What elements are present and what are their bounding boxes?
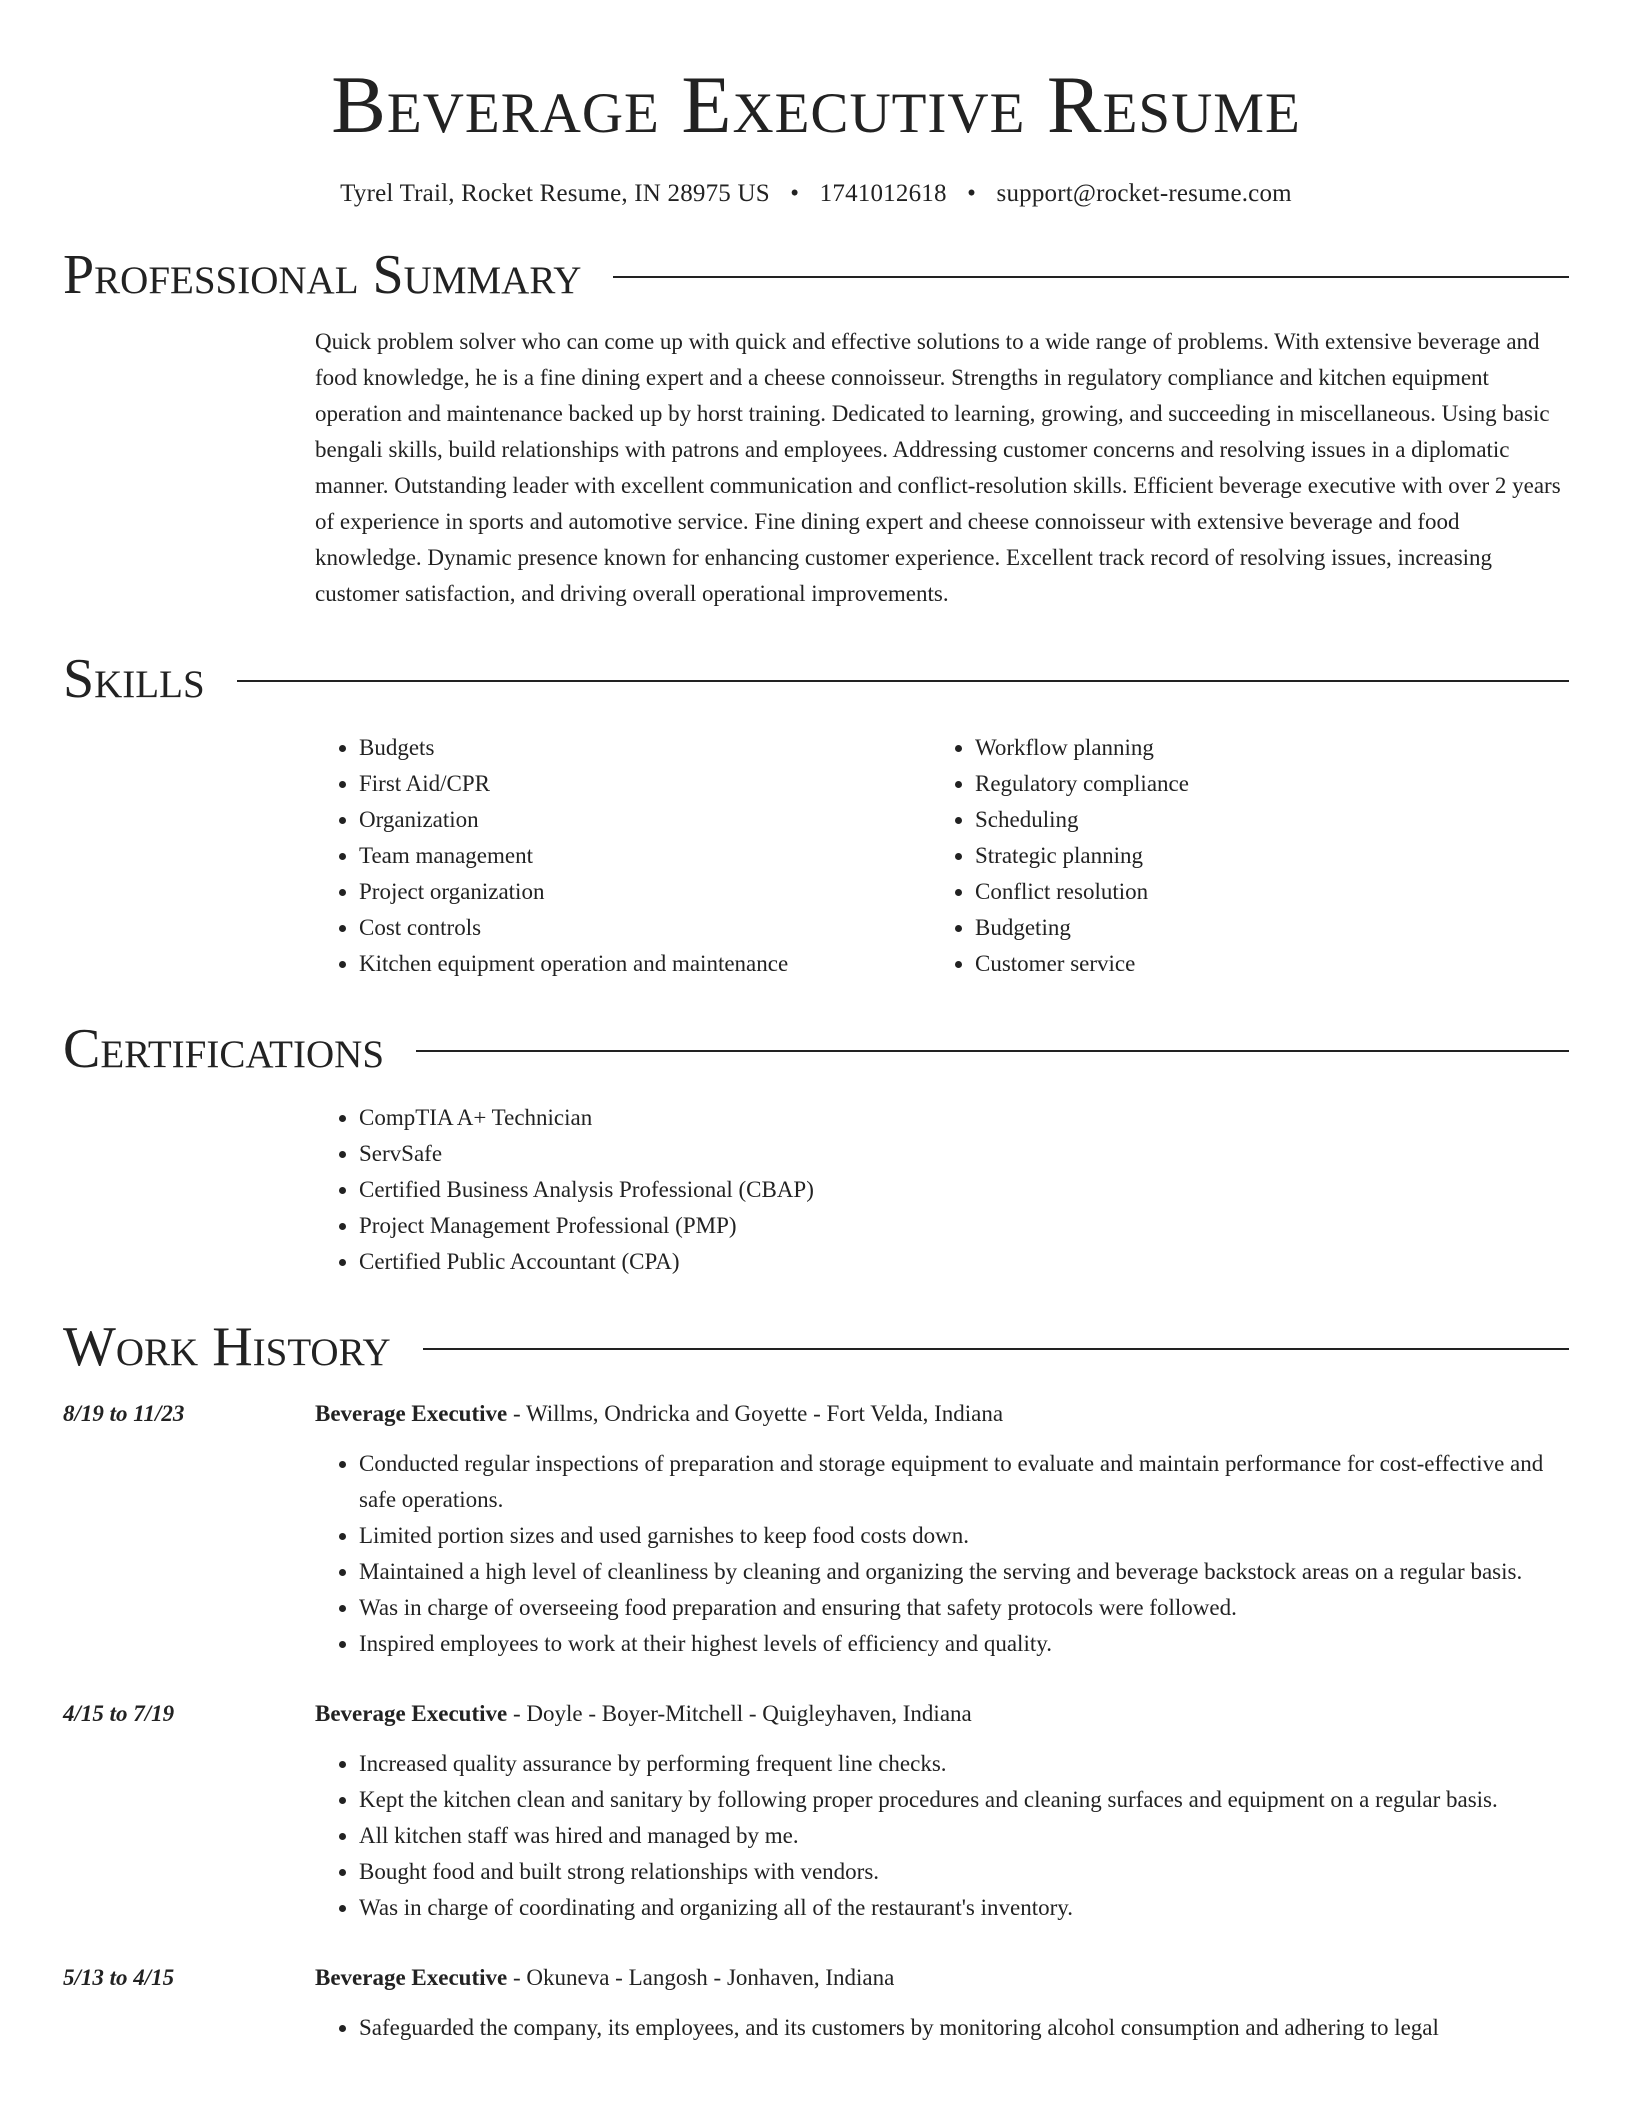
job-employer: - Doyle - Boyer-Mitchell - Quigleyhaven, Indiana (507, 1701, 972, 1726)
job-entry (63, 1960, 1569, 2046)
skills-heading: Skills (63, 648, 205, 710)
section-divider (237, 680, 1569, 682)
job-details (315, 1696, 1569, 1926)
section-header (63, 1004, 1569, 1094)
skill-item: • Cost controls (359, 910, 931, 946)
summary-section (63, 230, 1569, 612)
job-bullet: • All kitchen staff was hired and managed by me. (359, 1818, 1569, 1854)
skill-item: • First Aid/CPR (359, 766, 931, 802)
skills-column-left (315, 730, 931, 982)
job-dates: 4/15 to 7/19 (63, 1701, 175, 1726)
job-details (315, 1960, 1569, 2046)
skill-item: • Workflow planning (975, 730, 1547, 766)
job-entry (63, 1696, 1569, 1926)
contact-line (63, 180, 1569, 208)
section-divider (613, 276, 1569, 278)
job-entry (63, 1396, 1569, 1662)
contact-separator: • (790, 180, 800, 207)
work-history-section (63, 1302, 1569, 2046)
certifications-heading: Certifications (63, 1018, 385, 1080)
job-bullets (315, 1446, 1569, 1662)
skill-item: • Strategic planning (975, 838, 1547, 874)
skill-item: • Budgets (359, 730, 931, 766)
job-bullets (315, 1746, 1569, 1926)
contact-email: support@rocket-resume.com (996, 180, 1292, 207)
skill-item: • Conflict resolution (975, 874, 1547, 910)
job-bullet: • Increased quality assurance by performing frequent line checks. (359, 1746, 1569, 1782)
skills-grid (315, 730, 1569, 982)
skill-item: • Customer service (975, 946, 1547, 982)
summary-body (315, 324, 1569, 612)
job-bullet: • Safeguarded the company, its employees, and its customers by monitoring alcohol consumption and adhering to legal (359, 2010, 1569, 2046)
job-title: Beverage Executive (315, 1401, 508, 1426)
summary-text: Quick problem solver who can come up with quick and effective solutions to a wide range of problems. With extensive beverage and food knowledge, he is a fine dining expert and a cheese connoisseur. Strengths in regulatory compliance and kitchen equipment operation and maintenance backed up by horst training. Dedicated to learning, growing, and succeeding in miscellaneous. Using basic bengali skills, build relationships with patrons and employees. Addressing customer concerns and resolving issues in a diplomatic manner. Outstanding leader with excellent communication and conflict-resolution skills. Efficient beverage executive with over 2 years of experience in sports and automotive service. Fine dining expert and cheese connoisseur with extensive beverage and food knowledge. Dynamic presence known for enhancing customer experience. Excellent track record of resolving issues, increasing customer satisfaction, and driving overall operational improvements. (315, 329, 1561, 606)
skill-item: • Kitchen equipment operation and maintenance (359, 946, 931, 982)
contact-phone: 1741012618 (819, 180, 947, 207)
skill-item: • Budgeting (975, 910, 1547, 946)
job-employer: - Willms, Ondricka and Goyette - Fort Velda, Indiana (507, 1401, 1004, 1426)
certification-item: • CompTIA A+ Technician (359, 1100, 1569, 1136)
job-employer: - Okuneva - Langosh - Jonhaven, Indiana (507, 1965, 895, 1990)
certifications-list (315, 1100, 1569, 1280)
skills-section (63, 634, 1569, 982)
contact-separator: • (967, 180, 977, 207)
contact-address: Tyrel Trail, Rocket Resume, IN 28975 US (340, 180, 770, 207)
job-heading (315, 1960, 1569, 1996)
certifications-section (63, 1004, 1569, 1280)
certification-item: • Project Management Professional (PMP) (359, 1208, 1569, 1244)
skills-body (315, 730, 1569, 982)
job-heading (315, 1396, 1569, 1432)
job-bullet: • Maintained a high level of cleanliness by cleaning and organizing the serving and beverage backstock areas on a regular basis. (359, 1554, 1569, 1590)
job-dates: 5/13 to 4/15 (63, 1965, 175, 1990)
summary-heading: Professional Summary (63, 244, 582, 306)
job-title: Beverage Executive (315, 1701, 508, 1726)
section-header (63, 1302, 1569, 1392)
job-bullet: • Bought food and built strong relationships with vendors. (359, 1854, 1569, 1890)
job-bullets (315, 2010, 1569, 2046)
section-header (63, 634, 1569, 724)
section-divider (423, 1348, 1569, 1350)
certification-item: • ServSafe (359, 1136, 1569, 1172)
job-details (315, 1396, 1569, 1662)
skill-item: • Organization (359, 802, 931, 838)
job-title: Beverage Executive (315, 1965, 508, 1990)
skills-list-right (931, 730, 1547, 982)
job-bullet: • Kept the kitchen clean and sanitary by following proper procedures and cleaning surfaces and equipment on a regular basis. (359, 1782, 1569, 1818)
work-history-heading: Work History (63, 1316, 391, 1378)
job-heading (315, 1696, 1569, 1732)
section-divider (416, 1050, 1569, 1052)
job-dates: 8/19 to 11/23 (63, 1401, 185, 1426)
job-bullet: • Limited portion sizes and used garnishes to keep food costs down. (359, 1518, 1569, 1554)
section-header (63, 230, 1569, 320)
skill-item: • Scheduling (975, 802, 1547, 838)
skills-column-right (931, 730, 1547, 982)
job-bullet: • Conducted regular inspections of preparation and storage equipment to evaluate and maintain performance for cost-effective and safe operations. (359, 1446, 1569, 1518)
job-bullet: • Inspired employees to work at their highest levels of efficiency and quality. (359, 1626, 1569, 1662)
certification-item: • Certified Business Analysis Professional (CBAP) (359, 1172, 1569, 1208)
skill-item: • Team management (359, 838, 931, 874)
skills-list-left (315, 730, 931, 982)
resume-title: Beverage Executive Resume (331, 59, 1301, 150)
skill-item: • Regulatory compliance (975, 766, 1547, 802)
job-bullet: • Was in charge of overseeing food preparation and ensuring that safety protocols were followed. (359, 1590, 1569, 1626)
job-bullet: • Was in charge of coordinating and organizing all of the restaurant's inventory. (359, 1890, 1569, 1926)
skill-item: • Project organization (359, 874, 931, 910)
certification-item: • Certified Public Accountant (CPA) (359, 1244, 1569, 1280)
certifications-body (315, 1100, 1569, 1280)
